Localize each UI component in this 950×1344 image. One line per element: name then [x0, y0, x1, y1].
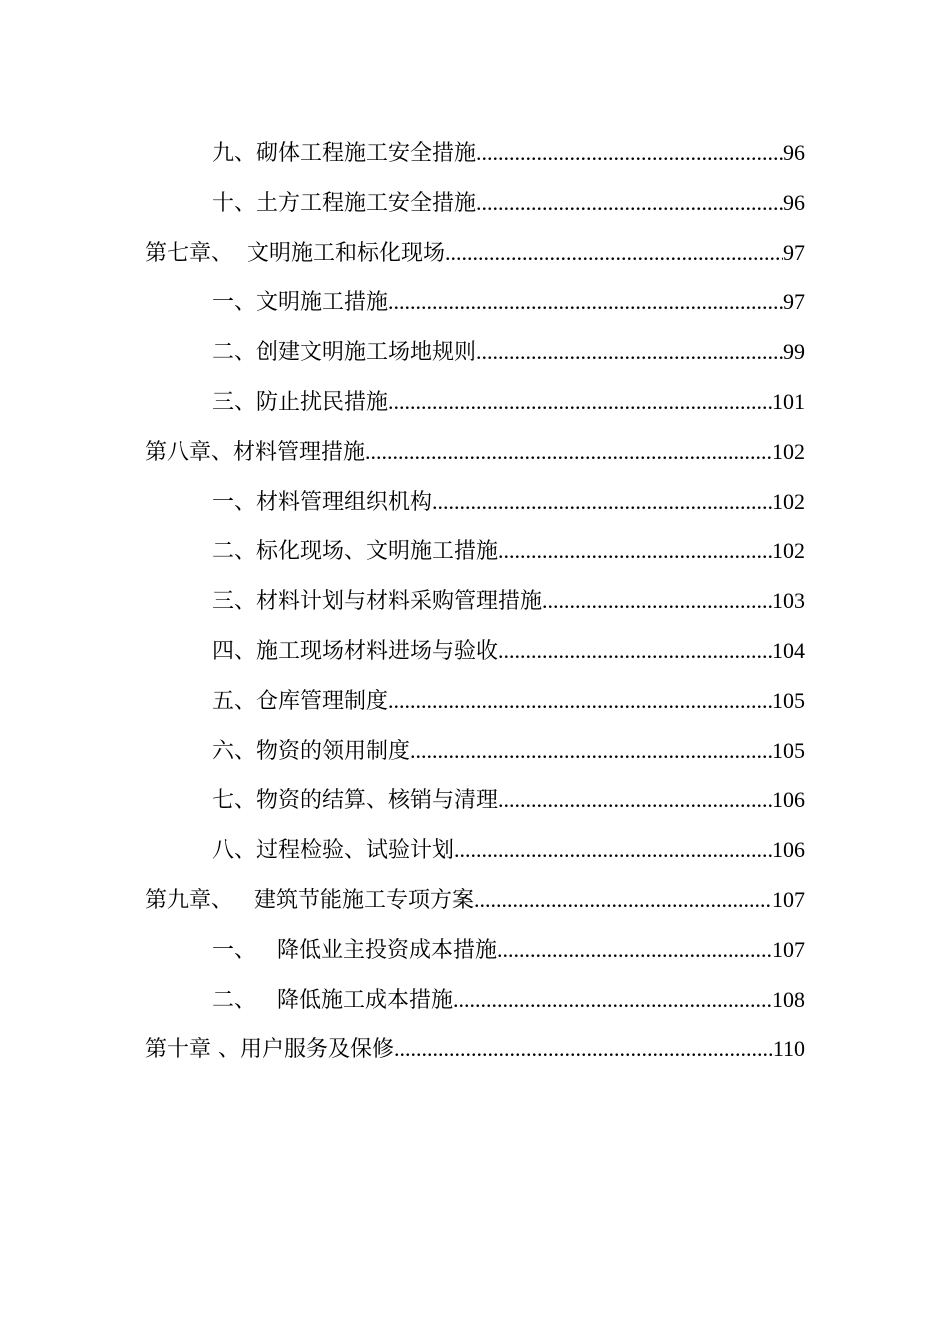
- toc-dot-leader: [498, 775, 772, 825]
- toc-dot-leader: [474, 875, 772, 925]
- toc-dot-leader: [365, 427, 772, 477]
- toc-entry-title: 二、创建文明施工场地规则: [212, 340, 477, 366]
- toc-entry-title: 三、材料计划与材料采购管理措施: [212, 589, 543, 615]
- toc-entry-title: 第七章、 文明施工和标化现场: [145, 240, 445, 266]
- toc-dot-leader: [410, 726, 772, 776]
- toc-dot-leader: [394, 1024, 773, 1074]
- toc-entry-title: 一、材料管理组织机构: [212, 489, 433, 515]
- toc-entry-title: 二、标化现场、文明施工措施: [212, 539, 499, 565]
- toc-dot-leader: [453, 975, 772, 1025]
- toc-entry-title: 六、物资的领用制度: [212, 738, 411, 764]
- toc-entry[interactable]: [145, 477, 805, 527]
- toc-entry-page: 102: [772, 488, 805, 514]
- toc-entry[interactable]: [145, 128, 805, 178]
- toc-entry[interactable]: [145, 726, 805, 776]
- toc-dot-leader: [476, 178, 783, 228]
- toc-entry[interactable]: [145, 626, 805, 676]
- toc-entry-page: 97: [783, 289, 805, 315]
- toc-entry-page: 107: [772, 936, 805, 962]
- toc-entry[interactable]: [145, 526, 805, 576]
- toc-dot-leader: [432, 477, 772, 527]
- toc-dot-leader: [542, 576, 772, 626]
- toc-entry-page: 101: [772, 388, 805, 414]
- toc-entry[interactable]: [145, 327, 805, 377]
- toc-entry[interactable]: [145, 775, 805, 825]
- toc-entry-title: 四、施工现场材料进场与验收: [212, 638, 499, 664]
- toc-entry-page: 108: [772, 986, 805, 1012]
- toc-entry-page: 104: [772, 637, 805, 663]
- toc-entry[interactable]: [145, 825, 805, 875]
- toc-entry-title: 九、砌体工程施工安全措施: [212, 141, 477, 166]
- toc-entry-title: 八、过程检验、试验计划: [212, 838, 455, 864]
- toc-entry-page: 97: [783, 239, 805, 265]
- toc-entry-title: 一、文明施工措施: [212, 290, 389, 316]
- toc-entry-page: 106: [772, 787, 805, 813]
- toc-dot-leader: [445, 228, 783, 278]
- table-of-contents: [145, 128, 805, 1074]
- toc-entry-page: 110: [772, 1036, 805, 1062]
- toc-dot-leader: [476, 327, 783, 377]
- toc-entry-title: 第九章、 建筑节能施工专项方案: [145, 887, 474, 913]
- toc-dot-leader: [454, 825, 772, 875]
- toc-dot-leader: [498, 626, 772, 676]
- toc-entry-title: 十、土方工程施工安全措施: [212, 190, 477, 216]
- toc-dot-leader: [388, 377, 772, 427]
- toc-dot-leader: [497, 925, 772, 975]
- toc-entry-page: 102: [772, 438, 805, 464]
- toc-entry[interactable]: [145, 277, 805, 327]
- toc-chapter-entry[interactable]: [145, 875, 805, 925]
- toc-entry-page: 99: [783, 339, 805, 365]
- toc-dot-leader: [388, 676, 772, 726]
- toc-entry-title: 一、 降低业主投资成本措施: [212, 937, 497, 963]
- toc-entry-page: 103: [772, 588, 805, 614]
- toc-entry-page: 102: [772, 538, 805, 564]
- toc-entry[interactable]: [145, 377, 805, 427]
- toc-entry-title: 二、 降低施工成本措施: [212, 987, 453, 1013]
- toc-entry-page: 105: [772, 687, 805, 713]
- toc-entry-page: 96: [783, 140, 805, 165]
- toc-entry-title: 第八章、材料管理措施: [145, 439, 366, 465]
- toc-entry[interactable]: [145, 975, 805, 1025]
- toc-entry[interactable]: [145, 676, 805, 726]
- toc-entry-page: 96: [783, 189, 805, 215]
- toc-entry-page: 105: [772, 737, 805, 763]
- toc-dot-leader: [388, 277, 783, 327]
- toc-dot-leader: [476, 128, 783, 178]
- toc-entry-title: 五、仓库管理制度: [212, 688, 389, 714]
- toc-chapter-entry[interactable]: [145, 228, 805, 278]
- toc-chapter-entry[interactable]: [145, 427, 805, 477]
- toc-entry-title: 三、防止扰民措施: [212, 389, 389, 415]
- toc-dot-leader: [498, 526, 772, 576]
- toc-entry[interactable]: [145, 925, 805, 975]
- toc-entry[interactable]: [145, 576, 805, 626]
- toc-chapter-entry[interactable]: [145, 1024, 805, 1074]
- toc-entry-page: 107: [772, 886, 805, 912]
- toc-entry[interactable]: [145, 178, 805, 228]
- toc-entry-title: 七、物资的结算、核销与清理: [212, 788, 499, 814]
- toc-entry-page: 106: [772, 837, 805, 863]
- toc-entry-title: 第十章 、用户服务及保修: [145, 1037, 394, 1063]
